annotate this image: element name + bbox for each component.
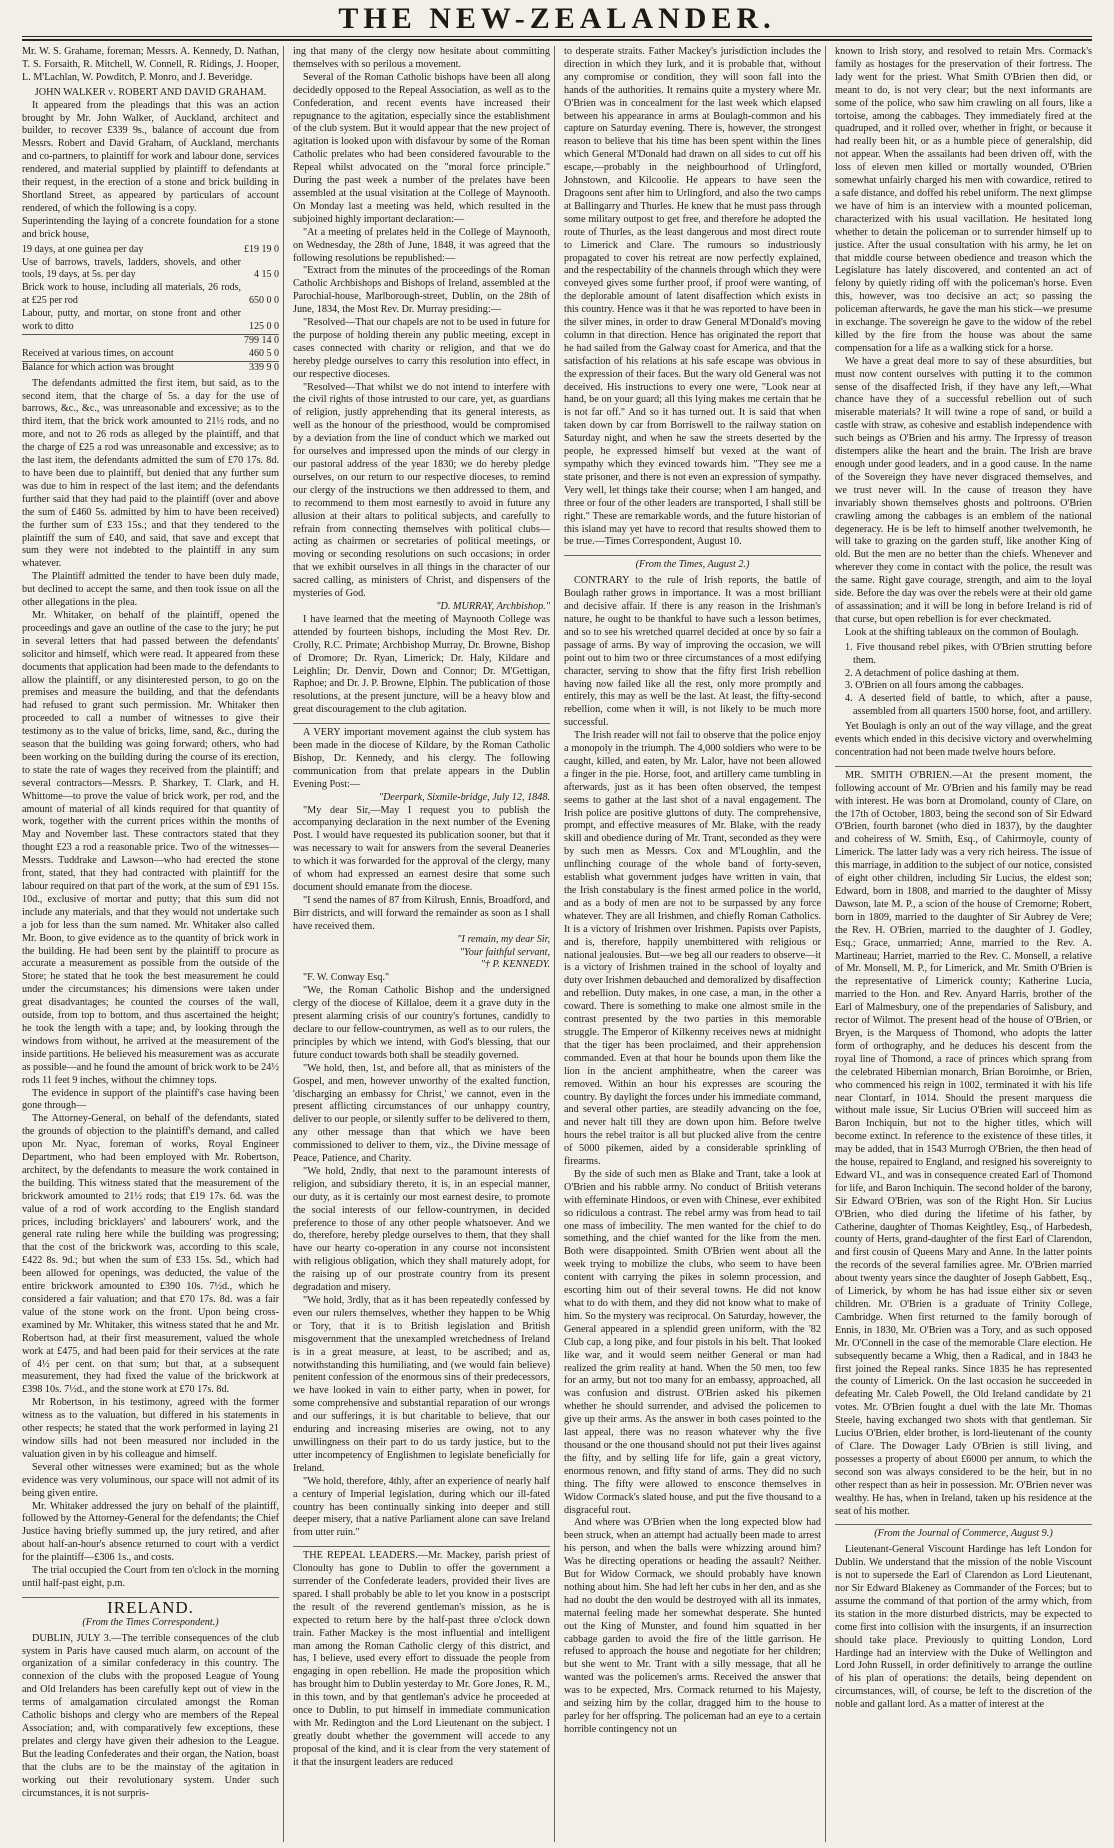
account-item: Balance for which action was brought bbox=[22, 361, 241, 374]
closing: "Your faithful servant, bbox=[459, 946, 550, 958]
masthead-rule-thick bbox=[22, 39, 1092, 41]
signature: "D. MURRAY, Archbishop." bbox=[436, 600, 550, 612]
paragraph: "We hold, 2ndly, that next to the paramount interests of religion, and subsidiary thereto, it is, in an especial manner, our duty, as it is certainly our most earnest desire, to promote the social interests of our fellow-countrymen, in decided preference to those of any other people whatsoever. And we do, therefore, hereby pledge ourselves to them, that they shall have our hearty co-operation in any course not inconsistent with religious obligation, which they shall maturely adopt, for the raising up of our prostrate country from its present degradation and misery. bbox=[293, 1165, 550, 1294]
paragraph: The Plaintiff admitted the tender to have been duly made, but declined to accept the same, and then took issue on all the other allegations in the plea. bbox=[22, 571, 279, 609]
divider bbox=[293, 723, 550, 724]
newspaper-title: THE NEW-ZEALANDER. bbox=[338, 2, 776, 35]
columns bbox=[22, 46, 1096, 1842]
paragraph: By the side of such men as Blake and Trant, take a look at O'Brien and his rabble army. No conduct of British veterans with effeminate Hindoos, or even with Chinese, ever exhibited so ridiculous a contrast. The rebel army was from head to tail one mass of imbecility. The men wanted for the chief to do something, and the chief wanted for the like from the men. Both were disappointed. Smith O'Brien went about all the week trying to mobilize the clubs, who seem to have been content with carrying the pikes in solemn procession, and escorting him out of their several towns. He did not know what to do with them, and they did not know what to make of him. So the mystery was reciprocal. On Saturday, however, the General appeared in a splendid green uniform, with the '82 Club cap, a long pike, and four pistols in his belt. That looked like war, and it would seem neither General or man had realized the grim reality at hand. When the 50 men, too few for an army, but not too many for an embassy, approached, all was confusion and distrust. O'Brien asked his pikemen whether he should surrender, and advised the policemen to give up their arms. As the answer in both cases pointed to the last appeal, there was no reason whatever why the five thousand or the one thousand should not put their lives against the fifty, and by selling life for life, gain a great victory, enormous renown, and fifty stand of arms. They did no such thing. The fifty were allowed to ensconce themselves in Widow Cormack's slated house, and put the five thousand to a disgraceful rout. bbox=[564, 1168, 821, 1516]
paragraph: "Resolved—That whilst we do not intend to interfere with the civil rights of those intrusted to our care, yet, as guardians of religion, justly apprehending that its general interests, as well as the honour of the priesthood, would be compromised by a deviation from the line of conduct which we marked out for ourselves and impressed upon the minds of our clergy in our pastoral address of the year 1830; we do hereby pledge ourselves, on our return to our respective dioceses, to remind our clergy of the instructions we then addressed to them, and to recommend to them most earnestly to avoid in future any allusion at their altars to political subjects, and carefully to refrain from connecting themselves with political clubs—acting as chairmen or secretaries of political meetings, or moving or seconding resolutions on such occasions; in order that we exhibit ourselves in all things in the character of our sacred calling, as ministers of Christ, and dispensers of the mysteries of God. bbox=[293, 381, 550, 600]
jury-names: Mr. W. S. Grahame, foreman; Messrs. A. Kennedy, D. Nathan, T. S. Forsaith, R. Mitchell, W. Connell, R. Ridings, J. Hooper, L. M'Lachlan, W. Powditch, P. Monro, and J. Beveridge. bbox=[22, 46, 279, 83]
paragraph: "My dear Sir,—May I request you to publish the accompanying declaration in the next number of the Evening Post. I would have requested its publication sooner, but that it was necessary to wait for answers from the several Deaneries to which it was forwarded for the approval of the clergy, many of whom had expressed an earnest desire that some such document should emanate from the diocese. bbox=[293, 804, 550, 893]
paragraph: to desperate straits. Father Mackey's jurisdiction includes the direction in which they lurk, and it is probable that, without any compromise or condition, they will soon fall into the hands of the authorities. It remains quite a mystery where Mr. O'Brien was in concealment for the last week which elapsed between his appearance in arms at Boulagh-common and his capture on Saturday evening. There is, however, the strongest reason to believe that his time has been spent within the lines which General M'Donald had drawn on all sides to cut off his escape,—probably in the neighbourhood of Urlingford, Johnstown, and Kilcoolie. He appears to have seen the Dragoons sent after him to Urlingford, and also the two camps at Ballingarry and Thurles. He knew that he must pass through some military outpost to get free, and therefore he adopted the route of Thurles, as the least dangerous and most direct route to Limerick and Clare. The rumours so industriously propagated to cover his retreat are now perfectly explained, and the respectability of the channels through which they were conveyed gives some further proof, if proof were wanting, of the deplorable amount of latent disaffection which exists in this country. Hence was it that he was reported to have been in the silver mines, in order to draw General M'Donald's moving column in that direction. Hence has originated the report that he had sailed from the Galway coast for America, and that the satisfaction of his relations at his safe escape was obvious in the expression of their faces. But the wary old General was not deceived. His instructions to every one were, "Look near at hand, be on your guard; all this lying makes me certain that he is not far off." And so it has turned out. It is said that when taken down by car from Borriswell to the railway station on Saturday night, and when he saw the streets deserted by the people, he expressed himself but vexed at the want of sympathy which they evinced towards him. "They see me a state prisoner, and there is not even an expression of sympathy. Very well, let things take their course; when I am hanged, and three or four of the other leaders are transported, I shall still be right." These are remarkable words, and the future historian of this island may yet have to record that results showed them to be true.—Times Correspondent, August 10. bbox=[564, 46, 821, 548]
account-table bbox=[22, 244, 279, 375]
account-row bbox=[22, 348, 279, 361]
divider bbox=[564, 555, 821, 556]
account-intro: Superintending the laying of a concrete foundation for a stone and brick house, bbox=[22, 215, 279, 240]
paragraph: We have a great deal more to say of these absurdities, but must now content ourselves with putting it to the common sense of the disaffected Irish, if they have any left,—What chance have they of a successful rebellion out of such miserable materials? It will twine a rope of sand, or build a castle with straw, as cohesive and establish independence with such beings as O'Brien and his army. The Irpressy of treason distempers alike the heart and the brain. The Irish are brave enough under good leaders, and in a good cause. In the name of the Sovereign they have never disgraced themselves, and we trust never will. In the cause of treason they have invariably shown themselves ghosts and poltroons. O'Brien crawling among the cabbages is an emblem of the national degeneracy. He is be left to himself another twelvemonth, he will take to grazing on the garden stuff, like another King of old. But the men are no better than the chiefs. Whenever and wherever they come in contact with the police, the result was the same. Right gave courage, strength, and aim to the loyal side. Before the day was over the rebels were at their old game of assassination; and it will be long in before Ireland is rid of that curse, but open rebellion is for ever checkmated. bbox=[835, 355, 1092, 625]
signature: "† P. KENNEDY. bbox=[480, 959, 550, 971]
paragraph: The defendants admitted the first item, but said, as to the second item, that the charge of 5s. a day for the use of barrows, &c., &c., was unreasonable and excessive; as to the third item, that the brick work amounted to 21½ rods, and no more, and not to 26 rods as alleged by the plaintiff, and that the charge of £25 a rod was unreasonable and excessive; as to the last item, the defendants admitted the sum of £70 17s. 8d. to have been due to plaintiff, but denied that any further sum was due to him in respect of the last item; and the defendants further said that they had paid to the plaintiff (over and above the sum of £460 5s. admitted by him to have been received) the further sum of £33 15s.; and that they tendered to the plaintiff the sum of £40, and said, that save and except that sum they were not indebted to the plaintiff in any sum whatever. bbox=[22, 377, 279, 570]
paragraph: "At a meeting of prelates held in the College of Maynooth, on Wednesday, the 28th of June, 1848, it was agreed that the following resolutions be republished:— bbox=[293, 226, 550, 264]
paragraph: Several other witnesses were examined; but as the whole evidence was very voluminous, our space will not admit of its being given entire. bbox=[22, 1461, 279, 1499]
paragraph: DUBLIN, JULY 3.—The terrible consequences of the club system in Paris have caused much alarm, on account of the organization of a similar confederacy in this country. The connexion of the clubs with the proposed League of Young and Old Irelanders has been carefully kept out of view in the terms of amalgamation circulated amongst the Roman Catholic bishops and clergy who are members of the Repeal Association; and, with comparatively few exceptions, these prelates and clergy have given their adhesion to the League. But the leading Confederates and their organ, the Nation, boast that the clubs are to be the mainstay of the agitation in working out their revolutionary system. Under such circumstances, it is not surpris- bbox=[22, 1632, 279, 1799]
paragraph: Look at the shifting tableaux on the common of Boulagh. bbox=[845, 626, 1079, 638]
account-subtotal-row bbox=[22, 334, 279, 347]
paragraph: "We hold, then, 1st, and before all, that as ministers of the Gospel, and men, however unworthy of the exalted function, 'discharging an embassy for Christ,' we cannot, even in the present afflicting circumstances of our unhappy country, deliver to our people, or silently suffer to be delivered to them, any other message than that which we have been commissioned to deliver to them, viz., the Divine message of Peace, Patience, and Charity. bbox=[293, 1062, 550, 1165]
account-item: 19 days, at one guinea per day bbox=[22, 243, 144, 255]
account-item: Received at various times, on account bbox=[22, 347, 174, 359]
account-item: Brick work to house, including all materials, 26 rods, at £25 per rod bbox=[22, 282, 241, 307]
paragraph: Mr Robertson, in his testimony, agreed with the former witness as to the valuation, but differed in his statements in other respects; he stated that the work performed in laying 21 window sills had not been measured nor included in the valuation given in by his colleague and himself. bbox=[22, 1397, 279, 1460]
paragraph: The Attorney-General, on behalf of the defendants, stated the grounds of objection to the plaintiff's demand, and called upon Mr. Nyac, foreman of works, Royal Engineer Department, who had been employed with Mr. Robertson, architect, by the defendants to measure the work contained in the building. This witness stated that the measurement of the brickwork amounted to 21½ rods; that £19 17s. 6d. was the value of a rod of work according to the English standard prices, including bricklayers' and labourers' work, and the general rate ruling here while the building was progressing; that the cost of the brickwork was, according to this scale, £422 8s. 9d.; but when the sum of £33 15s. 5d., which had been allowed for openings, was deducted, the value of the entire brickwork amounted to £390 10s. 7½d., which he considered a fair valuation; and that £70 17s. 8d. was a fair value of the stone work on the front. Upon being cross-examined by Mr. Whitaker, this witness stated that he and Mr. Robertson had, at their first measurement, valued the whole work at £475, and had been paid for their services at the rate of 4½ per cent. on that sum; but that, at a subsequent measurement, they had fixed the value of the brickwork at £398 10s. 7½d., and the stone work at £70 17s. 8d. bbox=[22, 1113, 279, 1396]
divider bbox=[835, 1524, 1092, 1525]
section-source: (From the Times Correspondent.) bbox=[82, 1616, 219, 1628]
paragraph: Several of the Roman Catholic bishops have been all along decidedly opposed to the Repeal Association, as well as to the Confederation, and recent events have increased their repugnance to the agitation, especially since the establishment of the club system. But it would appear that the new project of agitation is looked upon with disfavour by some of the Roman Catholic prelates who had been considered favourable to the Repeal whilst advocated on the "moral force principle." During the past week a number of the prelates have been assembled at the usual visitation at the College of Maynooth. On Monday last a meeting was held, which resulted in the subjoined highly important declaration:— bbox=[293, 71, 550, 225]
account-row bbox=[22, 308, 279, 334]
addressee: "F. W. Conway Esq." bbox=[303, 972, 390, 984]
account-amount: 650 0 0 bbox=[249, 295, 279, 307]
dateline: "Deerpark, Sixmile-bridge, July 12, 1848. bbox=[378, 791, 550, 803]
case-title: JOHN WALKER v. ROBERT AND DAVID GRAHAM. bbox=[34, 86, 267, 98]
column-2 bbox=[293, 46, 555, 1842]
list-item: 2. A detachment of police dashing at them. bbox=[845, 667, 1019, 679]
paragraph: "Extract from the minutes of the proceedings of the Roman Catholic Archbishops and Bishops of Ireland, assembled at the Parochial-house, Marlborough-street, Dublin, on the 28th of June, 1834, the Most Rev. Dr. Murray presiding:— bbox=[293, 265, 550, 316]
account-row bbox=[22, 282, 279, 308]
paragraph: ing that many of the clergy now hesitate about committing themselves with so perilous a movement. bbox=[293, 46, 550, 70]
paragraph: A VERY important movement against the club system has been made in the diocese of Kildare, by the Roman Catholic Bishop, Dr. Kennedy, and his clergy. The following communication from that prelate appears in the Dublin Evening Post:— bbox=[293, 727, 550, 790]
paragraph: MR. SMITH O'BRIEN.—At the present moment, the following account of Mr. O'Brien and his family may be read with interest. He was born at Dromoland, county of Clare, on the 17th of October, 1803, being the second son of Sir Edward O'Brien, fourth baronet (who died in 1837), by the daughter and coheiress of W. Smith, Esq., of Cahirmoyle, county of Limerick. The latter lady was a very rich heiress. The issue of this marriage, in addition to the subject of our notice, consisted of eight other children, including Sir Lucius, the eldest son; Edward, born in 1808, and married to the daughter of Missy Dawson, late M. P., a scion of the house of Cremorne; Robert, born in 1809, married to the daughter of Sir Aubrey de Vere; the Rev. H. O'Brien, married to the daughter of J. Godley, Esq.; Grace, unmarried; Anne, married to the Rev. A. Martineau; Harriet, married to the Rev. C. Monsell, a relative of Mr. Monsell, M. P., for Limerick, and Mr. Smith O'Brien is the representative of Limerick county; Katherine Lucia, married to the Hon. and Rev. Anyard Harris, brother of the Earl of Malmesbury, one of the prependaries of Salisbury, and rector of Wilmot. The present head of the house of O'Brien, or Bryen, is the Marquess of Thomond, who adopts the latter form of orthography, and he deduces his descent from the royal line of Thomond, a race of princes which sprang from the celebrated Hibernian monarch, Brian Boroimhe, or Brien, who commenced his reign in 1002, terminated it with his life near Clontarf, in 1014. Should the present marquess die without male issue, Sir Lucius O'Brien will succeed him as Baron Inchiquin, but not to the higher titles, which will become extinct. In reference to the existence of these titles, it may be added, that in 1543 Murrogh O'Brien, the then head of the house, repaired to England, and resigned his sovereignty to Edward VI., and was in consequence created Earl of Thomond for life, and Baron Inchiquin. The second holder of the barony, Sir Edward O'Brien, was son of the Right Hon. Sir Lucius O'Brien, who died during the lifetime of his father, by Catherine, daughter of Thomas Keightley, Esq., of Harbedesh, county of Herts, grand-daughter of the first Earl of Clarendon, and first cousin of Queens Mary and Anne. In the latter points the records of the several families agree. Mr. O'Brien married about twenty years since the daughter of Joseph Gabbett, Esq., of Limerick, by whom he has had issue either six or seven children. Mr. O'Brien is a graduate of Trinity College, Cambridge. When first returned to the family borough of Ennis, in 1830, Mr. O'Brien was a Tory, and as such opposed Mr. O'Connell in the case of the memorable Clare election. He subsequently became a Whig, then a Radical, and in 1843 he first joined the Repeal ranks. Since 1835 he has represented the county of Limerick. On the last occasion he succeeded in defeating Mr. Caleb Powell, the Old Ireland candidate by 21 votes. Mr. O'Brien fought a duel with the late Mr. Thomas Steele, having exchanged two shots with that gentleman. Sir Lucius O'Brien, elder brother, is lord-lieutenant of the county of Clare. The Dowager Lady O'Brien is still living, and possesses a property of about £6000 per annum, to which the second son was always considered to be the heir, but in no other respect than as heir in possession. Mr. O'Brien never was wealthy. He has, when in Ireland, taken up his residence at the seat of his mother. bbox=[835, 769, 1092, 1517]
masthead bbox=[0, 0, 1114, 40]
paragraph: "We hold, therefore, 4thly, after an experience of nearly half a century of Imperial legislation, during which our ill-fated country has been continually sinking into deeper and still deeper misery, that a native Parliament alone can save Ireland from utter ruin." bbox=[293, 1475, 550, 1539]
account-row bbox=[22, 244, 279, 257]
paragraph: The evidence in support of the plaintiff's case having been gone through— bbox=[22, 1087, 279, 1112]
account-amount: 460 5 0 bbox=[249, 347, 279, 359]
paragraph: "We hold, 3rdly, that as it has been repeatedly confessed by even our rulers themselves, whether they happen to be Whig or Tory, that it is to British legislation and British misgovernment that the unexampled wretchedness of Ireland is in a great measure, at least, to be ascribed; and as, notwithstanding this humiliating, and (we would fain believe) penitent confession of the enormous sins of their predecessors, we have looked in vain to either party, when in power, for some comprehensive and substantial reparation of our wrongs and our sufferings, it is but charitable to believe, that our enduring and increasing miseries are owing, not to any unwillingness on their part to do us tardy justice, but to the utter incompetency of Englishmen to legislate beneficially for Ireland. bbox=[293, 1295, 550, 1474]
paragraph: And where was O'Brien when the long expected blow had been struck, when an attempt had actually been made to arrest his person, and when the balls were whizzing around him? Was he directing operations or heading the assault? Neither. But for Widow Cormack, we should probably have known nothing about him. She had left her cubs in her den, and as she had no doubt the den would be destroyed with all its inmates, maternal feeling made her somewhat desperate. She hunted out the King of Munster, and found him squatted in her cabbage garden to avoid the fire of the little garrison. He refused to approach the house and negotiate for her children; but she went to Mr. Trant with a silly message, that all he wanted was the policemen's arms. Received the answer that was to be expected, Mrs. Cormack returned to his Majesty, and seizing him by the collar, dragged him to the house to parley for her offspring. The policeman had an eye to a certain horrible contingency not un bbox=[564, 1517, 821, 1735]
masthead-rule bbox=[22, 36, 1092, 37]
paragraph: The trial occupied the Court from ten o'clock in the morning until half-past eight, p.m. bbox=[22, 1565, 279, 1589]
column-3 bbox=[564, 46, 826, 1842]
paragraph: "Resolved—That our chapels are not to be used in future for the purpose of holding therein any public meeting, except in cases connected with charity or religion, and that we do hereby pledge ourselves to carry this resolution into effect, in our respective dioceses. bbox=[293, 317, 550, 380]
list-item: 1. Five thousand rebel pikes, with O'Brien strutting before them. bbox=[845, 641, 1092, 666]
column-4 bbox=[835, 46, 1096, 1842]
section-heading-ireland: IRELAND. bbox=[22, 1597, 279, 1615]
divider bbox=[835, 766, 1092, 767]
section-source: (From the Times, August 2.) bbox=[635, 559, 750, 571]
tableaux-list bbox=[835, 642, 1092, 719]
section-source: (From the Journal of Commerce, August 9.) bbox=[874, 1528, 1053, 1540]
paragraph: Mr. Whitaker addressed the jury on behalf of the plaintiff, followed by the Attorney-General for the defendants; the Chief Justice having briefly summed up, the jury retired, and after about half-an-hour's absence returned to court with a verdict for the plaintiff—£306 1s., and costs. bbox=[22, 1500, 279, 1564]
account-row bbox=[22, 257, 279, 283]
list-item: 3. O'Brien on all fours among the cabbages. bbox=[845, 680, 1024, 692]
account-item: Labour, putty, and mortar, on stone front and other work to ditto bbox=[22, 308, 241, 333]
account-item: Use of barrows, travels, ladders, shovels, and other tools, 19 days, at 5s. per day bbox=[22, 256, 241, 281]
paragraph: known to Irish story, and resolved to retain Mrs. Cormack's family as hostages for the preservation of their fortress. The lady went for the priest. What Smith O'Brien then did, or meant to do, is not very clear; but the next informants are some of the police, who saw him crawling on all fours, like a tortoise, among the cabbages. They immediately fired at the quadruped, and it rolled over, whether in fright, or because it had really been hit, or as a humble piece of generalship, did not appear. When the assailants had been driven off, with the loss of eleven men killed or mortally wounded, O'Brien somewhat unfairly charged his men with cowardice, retired to a safe distance, and doffed his rebel uniform. The next glimpse we have of him is an interview with a mounted policeman, characterized with his usual vacillation. He hesitated long whether to detain the policeman or to surrender himself up to justice. After the usual consultation with his army, he let on that middle course between obedience and treason which the Legislature has lately discovered, and contented an act of felony by quietly riding off with the policeman's horse. Even this, however, was too decisive an act; so passing the policeman afterwards, he gave the man his stick—we presume in exchange. The sovereign he gave to the widow of the rebel killed by the fire from the house was about the same compensation for a life as a walking stick for a horse. bbox=[835, 46, 1092, 354]
closing: "I remain, my dear Sir, bbox=[457, 933, 550, 945]
list-item: 4. A deserted field of battle, to which, after a pause, assembled from all quarters 1500 horse, foot, and artillery. bbox=[845, 693, 1092, 718]
paragraph: Yet Boulagh is only an out of the way village, and the great events which ended in this decisive victory and overwhelming concentration had not been made twelve hours before. bbox=[835, 721, 1092, 758]
paragraph: It appeared from the pleadings that this was an action brought by Mr. John Walker, of Auckland, architect and builder, to recover £339 9s., balance of account due from Messrs. Robert and David Graham, of Auckland, merchants and co-partners, to plaintiff for work and labour done, services rendered, and material supplied by plaintiff to defendants at their request, in the erection of a stone and brick building in Shortland Street, as appeared by particulars of account rendered, of which the following is a copy. bbox=[22, 99, 279, 214]
column-1 bbox=[22, 46, 284, 1842]
paragraph: CONTRARY to the rule of Irish reports, the battle of Boulagh rather grows in importance. It was a most brilliant and decisive affair. If there is any reason in the Irishman's nature, he ought to be thankful to have such a lesson betimes, and so to see his wretched quarrel decided at once by so fair a passage of arms. By way of improving the occasion, we will point out to him two or three circumstances of a most edifying character, serving to show that the fifty first Irish rebellion having now failed like all the rest, only more promptly and entirely, this may as well be the last. At least, the fifty-second rebellion, come when it will, is not likely to be much more successful. bbox=[564, 575, 821, 729]
paragraph: The Irish reader will not fail to observe that the police enjoy a monopoly in the triumph. The 4,000 soldiers who were to be caught, killed, and eaten, by Mr. Lalor, have not been allowed a finger in the pie. Horse, foot, and artillery came tumbling in afterwards, just as it has been often observed, the tempest seems to gather at the last shot of a naval engagement. The Irish police are positive gluttons of duty. The comprehensive, prompt, and effective measures of Mr. Blake, with the ready skill and obedience during of Mr. Trant, seconded as they were by such men as Messrs. Cox and M'Loughlin, and the unflinching courage of the whole band of forty-seven, establish what government judges have written in vain, that the Irish constabulary is the finest armed police in the world, and as a body of men are not to be surpassed by any force whatever. They are all Irishmen, and chiefly Roman Catholics. It is a victory of Irishmen over Irishmen. Papists over Papists, and is, therefore, happily unembittered with religious or national jealousies. But—we beg all our readers to observe—it is a victory of Irishmen trained in the school of loyalty and duty over Irishmen debauched and demoralized by disaffection and rebellion. Duty makes, in one case, a man, in the other a coward. There is something to make one almost smile in the contrast presented by the two parties in this memorable struggle. The Emperor of Kilkenny receives news at midnight that the tiger has been proclaimed, and their apprehension commanded. Even at that hour he bounds upon them like the lion in the ancient amphitheatre, when the career was removed. Within an hour his expresses are scouring the country. By daylight the forces under his immediate command, and several other parties, are steadily advancing on the foe, and never halt till they are down upon him. Before twelve hours the rebel traitor is all but plucked alive from the centre of 5000 pikemen, aided by a considerable sprinkling of firearms. bbox=[564, 730, 821, 1168]
account-amount: 339 9 0 bbox=[241, 361, 279, 374]
paragraph: Lieutenant-General Viscount Hardinge has left London for Dublin. We understand that the mission of the noble Viscount is not to supersede the Earl of Clarendon as Lord Lieutenant, nor Sir Edward Blakeney as Commander of the Forces; but to assume the command of that portion of the army which, from its station in the more disturbed districts, may be expected to come first into collision with the insurgents, if an insurrection should take place. Previously to quitting London, Lord Hardinge had an interview with the Duke of Wellington and Lord John Russell, in order definitively to arrange the outline of his plan of operations: the details, being dependent on circumstances, will, of course, be left to the discretion of the noble and gallant lord. As a matter of interest at the bbox=[835, 1544, 1092, 1711]
paragraph: "I send the names of 87 from Kilrush, Ennis, Broadford, and Birr districts, and will forward the remainder as soon as I shall have received them. bbox=[293, 894, 550, 932]
paragraph: "We, the Roman Catholic Bishop and the undersigned clergy of the diocese of Killaloe, deem it a grave duty in the present alarming crisis of our country's fortunes, candidly to declare to our fellow-countrymen, as well as to our rulers, the principles by which we intend, with God's blessing, that our future conduct towards both shall be steadily governed. bbox=[293, 985, 550, 1061]
account-amount: 125 0 0 bbox=[249, 321, 279, 333]
divider bbox=[293, 1546, 550, 1547]
paragraph: Mr. Whitaker, on behalf of the plaintiff, opened the proceedings and gave an outline of the case to the jury; he put in several letters that had passed between the defendants' solicitor and himself, which were read. It appeared from these documents that application had been made to the defendants to allow the plaintiff, or any disinterested person, to go on the premises and measure the building, and that the defendants had refused to grant such permission. Mr. Whitaker then proceeded to call a number of witnesses to give their testimony as to the value of bricks, lime, sand, &c., during the season that the building was going forward; others, who had been working on the building during the course of its erection, to state the rate of wages they received from the plaintiff; and several contractors—Messrs. P. Sharkey, T. Clark, and H. Whittome—to prove the value of brick work, per rod, and the amount of material of all kinds required for that quantity of work, together with the current prices within the months of May and November last. These contractors stated that they thought £23 a rod a reasonable price. Two of the witnesses—Messrs. Tuddrake and Lawson—who had erected the stone front, stated, that they had contracted with plaintiff for the labour required on that part of the work, at the sum of £91 15s. 10d., exclusive of mortar and putty; that this sum did not include any materials, and that they would not undertake such a job for less than the sum named. Mr. Whitaker also called Mr. Boon, to give evidence as to the quantity of brick work in the building. He had been sent by the plaintiff to procure as accurate a measurement as possible from the outside of the Store; he stated that he took the best measurement he could under the circumstances; his dimensions were taken under great disadvantages; he counted the courses of the wall, outside, from top to bottom, and thus ascertained the height; he took the length with a tape; and, by looking through the windows from without, he arrived at the measurement of the inside partitions. He believed his measurement was as accurate as possible—and he found the amount of brick work to be 24½ rods 11 feet 9 inches, without the chimney tops. bbox=[22, 609, 279, 1086]
paragraph: I have learned that the meeting of Maynooth College was attended by fourteen bishops, including the Most Rev. Dr. Crolly, R.C. Primate; Archbishop Murray, Dr. Browne, Bishop of Dromore; Dr. Ryan, Limerick; Dr. Haly, Kildare and Leighlin; Dr. Denvir, Down and Connor; Dr. M'Gettigan, Raphoe; and Dr. J. P. Browne, Elphin. The publication of those resolutions, at the present juncture, will be a heavy blow and great discouragement to the club agitation. bbox=[293, 613, 550, 716]
account-amount: £19 19 0 bbox=[244, 243, 279, 255]
account-balance-row bbox=[22, 361, 279, 374]
account-amount: 4 15 0 bbox=[254, 269, 279, 281]
paragraph: THE REPEAL LEADERS.—Mr. Mackey, parish priest of Clonoulty has gone to Dublin to offer the government a surrender of the Confederate leaders, provided their lives are spared. I shall probably be able to let you know in a postscript the result of the reverend gentleman's mission, as he is expected to return here by the half-past three o'clock down train. Father Mackey is the most influential and intelligent man among the Roman Catholic clergy of this district, and has, I believe, used every effort to dissuade the people from engaging in open rebellion. He made the proposition which has brought him to Dublin yesterday to Mr. Gore Jones, R. M., in this town, and by that gentleman's advice he proceeded at once to Dublin, to put himself in immediate communication with Mr. Redington and the Lord Lieutenant on the subject. I greatly doubt whether the government will accede to any proposal of the kind, and it is clear from the very statement of it that the insurgent leaders are reduced bbox=[293, 1550, 550, 1768]
account-subtotal: 799 14 0 bbox=[241, 334, 279, 347]
